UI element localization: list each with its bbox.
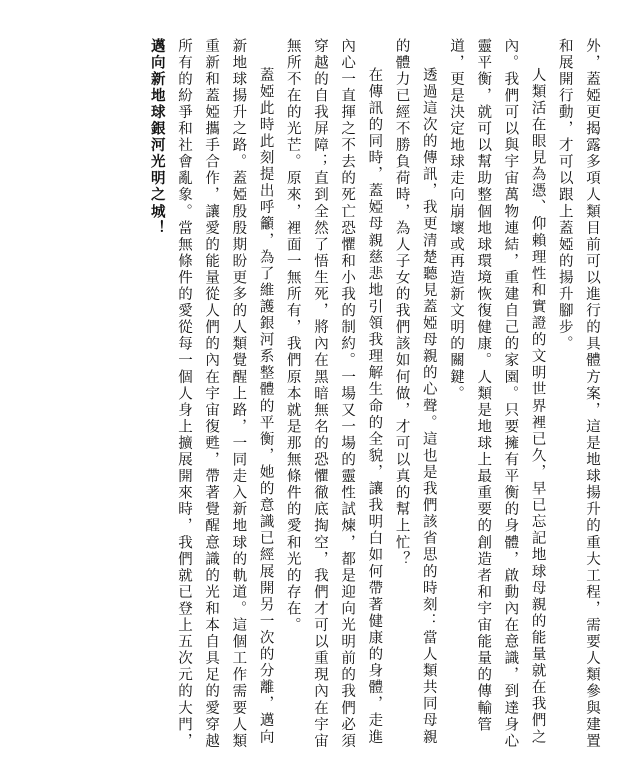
closing-line: 邁向新地球銀河光明之城！ [148, 38, 165, 237]
paragraph-1: 外，蓋婭更揭露多項人類目前可以進行的具體方案，這是地球揚升的重大工程，需要人類參與建置和展開行動，才可以跟上蓋婭的揚升腳步。 [556, 38, 600, 750]
paragraph-5: 蓋婭此時此刻提出呼籲，為了維護銀河系整體的平衡，她的意識已經展開另一次的分離，邁向新地球揚升之路。蓋婭殷殷期盼更多的人類覺醒上路，一同走入新地球的軌道。這個工作需要人類重新和蓋婭攜手合作，讓愛的能量從人們的內在宇宙復甦，帶著覺醒意識的光和本自具足的愛穿越所有的紛爭和社會亂象。當無條件的愛從每一個人身上擴展開來時，我們就已登上五次元的大門， [175, 38, 274, 750]
paragraph-4: 在傳訊的同時，蓋婭母親慈悲地引領我理解生命的全貌，讓我明白如何帶著健康的身體，走進內心一直揮之不去的死亡恐懼和小我的制約。一場又一場的靈性試煉，都是迎向光明前的我們必須穿越的自我屏障；直到全然了悟生死，將內在黑暗無名的恐懼徹底掏空，我們才可以重現內在宇宙無所不在的光芒。原來，裡面一無所有，我們原本就是那無條件的愛和光的存在。 [284, 38, 383, 750]
vertical-text-body [9, 38, 605, 758]
paragraph-2: 人類活在眼見為憑、仰賴理性和實證的文明世界裡已久，早已忘記地球母親的能量就在我們之內。我們可以與宇宙萬物連結，重建自己的家園。只要擁有平衡的身體，啟動內在意識，到達身心靈平衡，就可以幫助整個地球環境恢復健康。人類是地球上最重要的創造者和宇宙能量的傳輸管道，更是決定地球走向崩壞或再造新文明的關鍵。 [447, 38, 546, 750]
paragraph-3: 透過這次的傳訊，我更清楚聽見蓋婭母親的心聲。這也是我們該省思的時刻：當人類共同母親的體力已經不勝負荷時，為人子女的我們該如何做，才可以真的幫上忙？ [393, 38, 437, 746]
